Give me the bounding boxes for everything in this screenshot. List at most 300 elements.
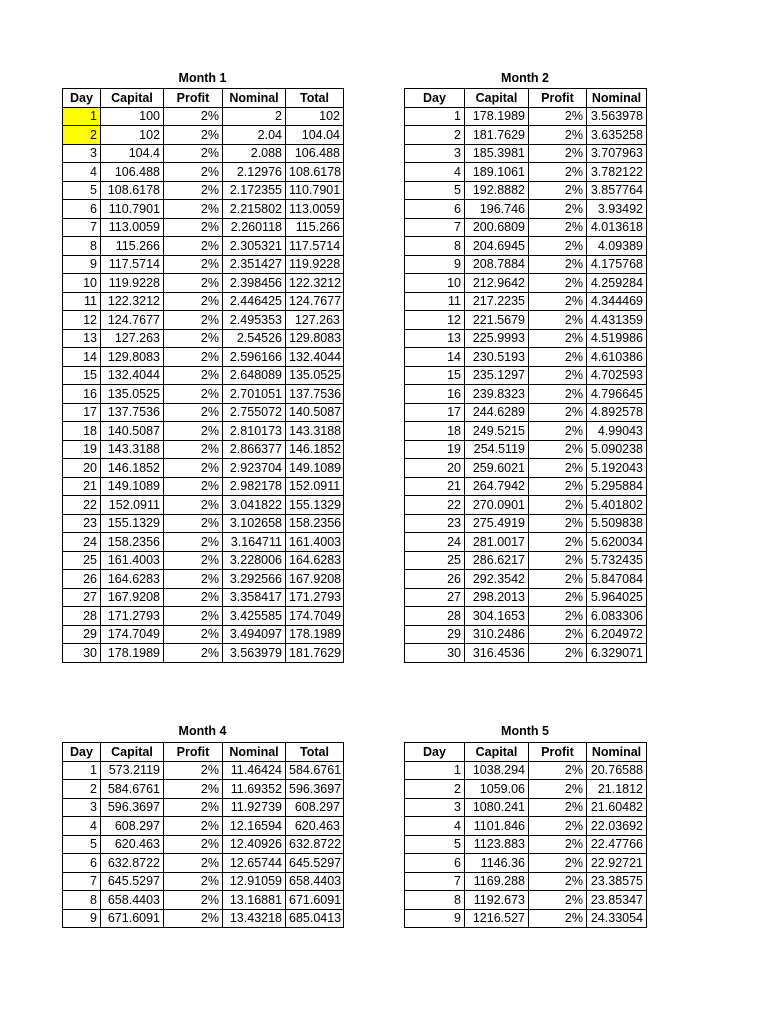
cell-nominal[interactable]: 3.041822 — [223, 496, 286, 515]
cell-capital[interactable]: 192.8882 — [465, 181, 529, 200]
cell-total[interactable]: 119.9228 — [286, 255, 344, 274]
cell-day[interactable]: 16 — [405, 385, 465, 404]
cell-nominal[interactable]: 4.610386 — [587, 348, 647, 367]
cell-nominal[interactable]: 5.192043 — [587, 459, 647, 478]
cell-day[interactable]: 13 — [405, 329, 465, 348]
cell-capital[interactable]: 143.3188 — [101, 440, 164, 459]
cell-capital[interactable]: 298.2013 — [465, 588, 529, 607]
cell-capital[interactable]: 110.7901 — [101, 200, 164, 219]
cell-profit[interactable]: 2% — [529, 644, 587, 663]
cell-profit[interactable]: 2% — [529, 163, 587, 182]
cell-total[interactable]: 152.0911 — [286, 477, 344, 496]
cell-nominal[interactable]: 3.563978 — [587, 107, 647, 126]
cell-capital[interactable]: 155.1329 — [101, 514, 164, 533]
cell-total[interactable]: 178.1989 — [286, 625, 344, 644]
cell-day[interactable]: 23 — [405, 514, 465, 533]
cell-capital[interactable]: 244.6289 — [465, 403, 529, 422]
cell-profit[interactable]: 2% — [164, 181, 223, 200]
cell-profit[interactable]: 2% — [164, 625, 223, 644]
cell-profit[interactable]: 2% — [529, 761, 587, 780]
cell-nominal[interactable]: 11.46424 — [223, 761, 286, 780]
cell-profit[interactable]: 2% — [164, 817, 223, 836]
cell-capital[interactable]: 620.463 — [101, 835, 164, 854]
cell-capital[interactable]: 212.9642 — [465, 274, 529, 293]
cell-capital[interactable]: 164.6283 — [101, 570, 164, 589]
cell-total[interactable]: 620.463 — [286, 817, 344, 836]
cell-day[interactable]: 9 — [405, 909, 465, 928]
cell-nominal[interactable]: 3.93492 — [587, 200, 647, 219]
cell-day[interactable]: 4 — [63, 163, 101, 182]
cell-day[interactable]: 23 — [63, 514, 101, 533]
cell-profit[interactable]: 2% — [529, 625, 587, 644]
cell-day[interactable]: 10 — [63, 274, 101, 293]
cell-profit[interactable]: 2% — [529, 909, 587, 928]
cell-nominal[interactable]: 2.351427 — [223, 255, 286, 274]
cell-day[interactable]: 28 — [63, 607, 101, 626]
cell-capital[interactable]: 178.1989 — [465, 107, 529, 126]
cell-day[interactable]: 4 — [405, 817, 465, 836]
cell-capital[interactable]: 264.7942 — [465, 477, 529, 496]
cell-nominal[interactable]: 2.04 — [223, 126, 286, 145]
cell-total[interactable]: 658.4403 — [286, 872, 344, 891]
cell-nominal[interactable]: 2 — [223, 107, 286, 126]
cell-day[interactable]: 10 — [405, 274, 465, 293]
cell-capital[interactable]: 117.5714 — [101, 255, 164, 274]
cell-capital[interactable]: 1123.883 — [465, 835, 529, 854]
cell-day[interactable]: 9 — [63, 255, 101, 274]
cell-total[interactable]: 110.7901 — [286, 181, 344, 200]
cell-capital[interactable]: 225.9993 — [465, 329, 529, 348]
cell-profit[interactable]: 2% — [529, 607, 587, 626]
cell-profit[interactable]: 2% — [529, 477, 587, 496]
cell-nominal[interactable]: 2.596166 — [223, 348, 286, 367]
cell-day[interactable]: 30 — [405, 644, 465, 663]
cell-day[interactable]: 19 — [405, 440, 465, 459]
cell-profit[interactable]: 2% — [164, 255, 223, 274]
cell-capital[interactable]: 185.3981 — [465, 144, 529, 163]
cell-profit[interactable]: 2% — [164, 570, 223, 589]
cell-nominal[interactable]: 2.446425 — [223, 292, 286, 311]
cell-profit[interactable]: 2% — [529, 422, 587, 441]
cell-day[interactable]: 17 — [405, 403, 465, 422]
cell-capital[interactable]: 124.7677 — [101, 311, 164, 330]
cell-capital[interactable]: 281.0017 — [465, 533, 529, 552]
cell-profit[interactable]: 2% — [164, 422, 223, 441]
cell-nominal[interactable]: 3.494097 — [223, 625, 286, 644]
cell-day[interactable]: 8 — [405, 237, 465, 256]
cell-capital[interactable]: 152.0911 — [101, 496, 164, 515]
cell-day[interactable]: 15 — [63, 366, 101, 385]
cell-capital[interactable]: 146.1852 — [101, 459, 164, 478]
cell-capital[interactable]: 1059.06 — [465, 780, 529, 799]
cell-capital[interactable]: 100 — [101, 107, 164, 126]
cell-day[interactable]: 22 — [63, 496, 101, 515]
cell-capital[interactable]: 230.5193 — [465, 348, 529, 367]
cell-profit[interactable]: 2% — [529, 403, 587, 422]
cell-profit[interactable]: 2% — [529, 588, 587, 607]
cell-capital[interactable]: 658.4403 — [101, 891, 164, 910]
cell-capital[interactable]: 115.266 — [101, 237, 164, 256]
cell-nominal[interactable]: 3.707963 — [587, 144, 647, 163]
cell-nominal[interactable]: 2.172355 — [223, 181, 286, 200]
cell-profit[interactable]: 2% — [164, 329, 223, 348]
cell-nominal[interactable]: 11.92739 — [223, 798, 286, 817]
cell-day[interactable]: 7 — [405, 218, 465, 237]
cell-day[interactable]: 24 — [405, 533, 465, 552]
cell-capital[interactable]: 174.7049 — [101, 625, 164, 644]
cell-profit[interactable]: 2% — [529, 274, 587, 293]
cell-capital[interactable]: 178.1989 — [101, 644, 164, 663]
cell-profit[interactable]: 2% — [164, 872, 223, 891]
cell-capital[interactable]: 249.5215 — [465, 422, 529, 441]
cell-capital[interactable]: 161.4003 — [101, 551, 164, 570]
cell-capital[interactable]: 204.6945 — [465, 237, 529, 256]
cell-nominal[interactable]: 3.857764 — [587, 181, 647, 200]
cell-total[interactable]: 671.6091 — [286, 891, 344, 910]
cell-profit[interactable]: 2% — [529, 348, 587, 367]
cell-day[interactable]: 13 — [63, 329, 101, 348]
cell-profit[interactable]: 2% — [164, 607, 223, 626]
cell-capital[interactable]: 104.4 — [101, 144, 164, 163]
cell-nominal[interactable]: 4.519986 — [587, 329, 647, 348]
cell-day[interactable]: 6 — [63, 200, 101, 219]
cell-profit[interactable]: 2% — [529, 891, 587, 910]
cell-day[interactable]: 28 — [405, 607, 465, 626]
cell-nominal[interactable]: 2.398456 — [223, 274, 286, 293]
cell-day[interactable]: 3 — [63, 798, 101, 817]
cell-nominal[interactable]: 3.102658 — [223, 514, 286, 533]
cell-day[interactable]: 29 — [405, 625, 465, 644]
cell-capital[interactable]: 113.0059 — [101, 218, 164, 237]
cell-profit[interactable]: 2% — [529, 496, 587, 515]
cell-day[interactable]: 18 — [405, 422, 465, 441]
cell-profit[interactable]: 2% — [164, 835, 223, 854]
cell-total[interactable]: 171.2793 — [286, 588, 344, 607]
cell-day[interactable]: 15 — [405, 366, 465, 385]
cell-total[interactable]: 117.5714 — [286, 237, 344, 256]
cell-nominal[interactable]: 12.16594 — [223, 817, 286, 836]
cell-day[interactable]: 3 — [405, 798, 465, 817]
cell-profit[interactable]: 2% — [164, 551, 223, 570]
cell-profit[interactable]: 2% — [164, 891, 223, 910]
cell-nominal[interactable]: 4.892578 — [587, 403, 647, 422]
cell-profit[interactable]: 2% — [164, 218, 223, 237]
cell-capital[interactable]: 149.1089 — [101, 477, 164, 496]
cell-nominal[interactable]: 2.54526 — [223, 329, 286, 348]
cell-nominal[interactable]: 2.305321 — [223, 237, 286, 256]
cell-nominal[interactable]: 5.620034 — [587, 533, 647, 552]
cell-profit[interactable]: 2% — [164, 533, 223, 552]
cell-day[interactable]: 1 — [63, 107, 101, 126]
cell-nominal[interactable]: 11.69352 — [223, 780, 286, 799]
cell-nominal[interactable]: 3.635258 — [587, 126, 647, 145]
cell-capital[interactable]: 286.6217 — [465, 551, 529, 570]
cell-nominal[interactable]: 12.65744 — [223, 854, 286, 873]
cell-profit[interactable]: 2% — [164, 514, 223, 533]
cell-day[interactable]: 16 — [63, 385, 101, 404]
cell-day[interactable]: 1 — [405, 761, 465, 780]
cell-day[interactable]: 6 — [405, 200, 465, 219]
cell-profit[interactable]: 2% — [529, 126, 587, 145]
cell-nominal[interactable]: 2.701051 — [223, 385, 286, 404]
cell-profit[interactable]: 2% — [529, 218, 587, 237]
cell-total[interactable]: 106.488 — [286, 144, 344, 163]
cell-day[interactable]: 4 — [63, 817, 101, 836]
cell-profit[interactable]: 2% — [164, 107, 223, 126]
cell-profit[interactable]: 2% — [164, 163, 223, 182]
cell-day[interactable]: 25 — [63, 551, 101, 570]
cell-nominal[interactable]: 22.03692 — [587, 817, 647, 836]
cell-day[interactable]: 19 — [63, 440, 101, 459]
cell-nominal[interactable]: 5.509838 — [587, 514, 647, 533]
cell-profit[interactable]: 2% — [529, 835, 587, 854]
cell-day[interactable]: 26 — [63, 570, 101, 589]
cell-day[interactable]: 29 — [63, 625, 101, 644]
cell-nominal[interactable]: 6.083306 — [587, 607, 647, 626]
cell-profit[interactable]: 2% — [529, 798, 587, 817]
cell-capital[interactable]: 608.297 — [101, 817, 164, 836]
cell-day[interactable]: 20 — [63, 459, 101, 478]
cell-nominal[interactable]: 6.204972 — [587, 625, 647, 644]
cell-day[interactable]: 9 — [63, 909, 101, 928]
cell-day[interactable]: 24 — [63, 533, 101, 552]
cell-total[interactable]: 146.1852 — [286, 440, 344, 459]
cell-day[interactable]: 7 — [63, 218, 101, 237]
cell-capital[interactable]: 671.6091 — [101, 909, 164, 928]
cell-capital[interactable]: 106.488 — [101, 163, 164, 182]
cell-capital[interactable]: 137.7536 — [101, 403, 164, 422]
cell-nominal[interactable]: 5.295884 — [587, 477, 647, 496]
cell-profit[interactable]: 2% — [529, 872, 587, 891]
cell-day[interactable]: 7 — [63, 872, 101, 891]
cell-profit[interactable]: 2% — [529, 459, 587, 478]
cell-total[interactable]: 113.0059 — [286, 200, 344, 219]
cell-day[interactable]: 5 — [405, 181, 465, 200]
cell-nominal[interactable]: 22.47766 — [587, 835, 647, 854]
cell-nominal[interactable]: 22.92721 — [587, 854, 647, 873]
cell-profit[interactable]: 2% — [529, 200, 587, 219]
cell-capital[interactable]: 127.263 — [101, 329, 164, 348]
cell-day[interactable]: 20 — [405, 459, 465, 478]
cell-profit[interactable]: 2% — [529, 366, 587, 385]
cell-profit[interactable]: 2% — [164, 126, 223, 145]
cell-capital[interactable]: 221.5679 — [465, 311, 529, 330]
cell-nominal[interactable]: 3.563979 — [223, 644, 286, 663]
cell-profit[interactable]: 2% — [529, 255, 587, 274]
cell-capital[interactable]: 181.7629 — [465, 126, 529, 145]
cell-profit[interactable]: 2% — [529, 329, 587, 348]
cell-day[interactable]: 5 — [63, 835, 101, 854]
cell-capital[interactable]: 573.2119 — [101, 761, 164, 780]
cell-capital[interactable]: 310.2486 — [465, 625, 529, 644]
cell-capital[interactable]: 304.1653 — [465, 607, 529, 626]
cell-total[interactable]: 149.1089 — [286, 459, 344, 478]
cell-profit[interactable]: 2% — [164, 854, 223, 873]
cell-capital[interactable]: 108.6178 — [101, 181, 164, 200]
cell-profit[interactable]: 2% — [164, 144, 223, 163]
cell-nominal[interactable]: 13.43218 — [223, 909, 286, 928]
cell-capital[interactable]: 1038.294 — [465, 761, 529, 780]
cell-day[interactable]: 2 — [405, 126, 465, 145]
cell-day[interactable]: 8 — [63, 891, 101, 910]
cell-capital[interactable]: 140.5087 — [101, 422, 164, 441]
cell-profit[interactable]: 2% — [164, 780, 223, 799]
cell-total[interactable]: 632.8722 — [286, 835, 344, 854]
cell-total[interactable]: 164.6283 — [286, 551, 344, 570]
cell-nominal[interactable]: 12.91059 — [223, 872, 286, 891]
cell-total[interactable]: 167.9208 — [286, 570, 344, 589]
cell-nominal[interactable]: 4.344469 — [587, 292, 647, 311]
cell-nominal[interactable]: 20.76588 — [587, 761, 647, 780]
cell-profit[interactable]: 2% — [529, 780, 587, 799]
cell-day[interactable]: 27 — [63, 588, 101, 607]
cell-nominal[interactable]: 2.810173 — [223, 422, 286, 441]
cell-nominal[interactable]: 5.090238 — [587, 440, 647, 459]
cell-day[interactable]: 5 — [63, 181, 101, 200]
cell-nominal[interactable]: 2.12976 — [223, 163, 286, 182]
cell-profit[interactable]: 2% — [164, 274, 223, 293]
cell-total[interactable]: 161.4003 — [286, 533, 344, 552]
cell-nominal[interactable]: 4.175768 — [587, 255, 647, 274]
cell-nominal[interactable]: 5.401802 — [587, 496, 647, 515]
cell-profit[interactable]: 2% — [164, 644, 223, 663]
cell-day[interactable]: 14 — [63, 348, 101, 367]
cell-day[interactable]: 2 — [405, 780, 465, 799]
cell-day[interactable]: 7 — [405, 872, 465, 891]
cell-profit[interactable]: 2% — [529, 440, 587, 459]
cell-nominal[interactable]: 2.755072 — [223, 403, 286, 422]
cell-capital[interactable]: 129.8083 — [101, 348, 164, 367]
cell-capital[interactable]: 102 — [101, 126, 164, 145]
cell-nominal[interactable]: 3.292566 — [223, 570, 286, 589]
cell-total[interactable]: 127.263 — [286, 311, 344, 330]
cell-profit[interactable]: 2% — [164, 348, 223, 367]
cell-nominal[interactable]: 12.40926 — [223, 835, 286, 854]
cell-profit[interactable]: 2% — [529, 144, 587, 163]
cell-capital[interactable]: 196.746 — [465, 200, 529, 219]
cell-capital[interactable]: 1101.846 — [465, 817, 529, 836]
cell-day[interactable]: 6 — [405, 854, 465, 873]
cell-profit[interactable]: 2% — [529, 551, 587, 570]
cell-day[interactable]: 8 — [405, 891, 465, 910]
cell-day[interactable]: 26 — [405, 570, 465, 589]
cell-total[interactable]: 108.6178 — [286, 163, 344, 182]
cell-total[interactable]: 645.5297 — [286, 854, 344, 873]
cell-profit[interactable]: 2% — [164, 496, 223, 515]
cell-nominal[interactable]: 2.923704 — [223, 459, 286, 478]
cell-profit[interactable]: 2% — [164, 366, 223, 385]
cell-capital[interactable]: 596.3697 — [101, 798, 164, 817]
cell-nominal[interactable]: 4.013618 — [587, 218, 647, 237]
cell-day[interactable]: 2 — [63, 126, 101, 145]
cell-nominal[interactable]: 4.796645 — [587, 385, 647, 404]
cell-day[interactable]: 5 — [405, 835, 465, 854]
cell-capital[interactable]: 158.2356 — [101, 533, 164, 552]
cell-profit[interactable]: 2% — [529, 854, 587, 873]
cell-day[interactable]: 21 — [63, 477, 101, 496]
cell-nominal[interactable]: 2.982178 — [223, 477, 286, 496]
cell-capital[interactable]: 119.9228 — [101, 274, 164, 293]
cell-profit[interactable]: 2% — [164, 237, 223, 256]
cell-total[interactable]: 135.0525 — [286, 366, 344, 385]
cell-day[interactable]: 17 — [63, 403, 101, 422]
cell-nominal[interactable]: 24.33054 — [587, 909, 647, 928]
cell-capital[interactable]: 292.3542 — [465, 570, 529, 589]
cell-capital[interactable]: 645.5297 — [101, 872, 164, 891]
cell-capital[interactable]: 208.7884 — [465, 255, 529, 274]
cell-profit[interactable]: 2% — [164, 588, 223, 607]
cell-capital[interactable]: 171.2793 — [101, 607, 164, 626]
cell-profit[interactable]: 2% — [529, 533, 587, 552]
cell-profit[interactable]: 2% — [164, 292, 223, 311]
cell-nominal[interactable]: 23.85347 — [587, 891, 647, 910]
cell-profit[interactable]: 2% — [164, 200, 223, 219]
cell-nominal[interactable]: 2.866377 — [223, 440, 286, 459]
cell-capital[interactable]: 1216.527 — [465, 909, 529, 928]
cell-profit[interactable]: 2% — [164, 403, 223, 422]
cell-profit[interactable]: 2% — [529, 514, 587, 533]
cell-nominal[interactable]: 5.732435 — [587, 551, 647, 570]
cell-day[interactable]: 8 — [63, 237, 101, 256]
cell-capital[interactable]: 200.6809 — [465, 218, 529, 237]
cell-total[interactable]: 122.3212 — [286, 274, 344, 293]
cell-total[interactable]: 132.4044 — [286, 348, 344, 367]
cell-capital[interactable]: 135.0525 — [101, 385, 164, 404]
cell-day[interactable]: 21 — [405, 477, 465, 496]
cell-capital[interactable]: 122.3212 — [101, 292, 164, 311]
cell-nominal[interactable]: 23.38575 — [587, 872, 647, 891]
cell-profit[interactable]: 2% — [529, 292, 587, 311]
cell-capital[interactable]: 217.2235 — [465, 292, 529, 311]
cell-profit[interactable]: 2% — [164, 798, 223, 817]
cell-nominal[interactable]: 21.60482 — [587, 798, 647, 817]
cell-profit[interactable]: 2% — [529, 237, 587, 256]
cell-day[interactable]: 4 — [405, 163, 465, 182]
cell-day[interactable]: 1 — [405, 107, 465, 126]
cell-nominal[interactable]: 6.329071 — [587, 644, 647, 663]
cell-nominal[interactable]: 3.228006 — [223, 551, 286, 570]
cell-profit[interactable]: 2% — [529, 181, 587, 200]
cell-profit[interactable]: 2% — [164, 761, 223, 780]
cell-profit[interactable]: 2% — [164, 440, 223, 459]
cell-profit[interactable]: 2% — [164, 477, 223, 496]
cell-day[interactable]: 1 — [63, 761, 101, 780]
cell-day[interactable]: 3 — [63, 144, 101, 163]
cell-capital[interactable]: 259.6021 — [465, 459, 529, 478]
cell-profit[interactable]: 2% — [164, 909, 223, 928]
cell-capital[interactable]: 239.8323 — [465, 385, 529, 404]
cell-capital[interactable]: 632.8722 — [101, 854, 164, 873]
cell-day[interactable]: 30 — [63, 644, 101, 663]
cell-capital[interactable]: 132.4044 — [101, 366, 164, 385]
cell-capital[interactable]: 235.1297 — [465, 366, 529, 385]
cell-profit[interactable]: 2% — [529, 570, 587, 589]
cell-day[interactable]: 6 — [63, 854, 101, 873]
cell-total[interactable]: 137.7536 — [286, 385, 344, 404]
cell-total[interactable]: 124.7677 — [286, 292, 344, 311]
cell-profit[interactable]: 2% — [529, 385, 587, 404]
cell-day[interactable]: 11 — [405, 292, 465, 311]
cell-nominal[interactable]: 4.259284 — [587, 274, 647, 293]
cell-profit[interactable]: 2% — [529, 311, 587, 330]
cell-total[interactable]: 608.297 — [286, 798, 344, 817]
cell-nominal[interactable]: 5.847084 — [587, 570, 647, 589]
cell-profit[interactable]: 2% — [164, 311, 223, 330]
cell-nominal[interactable]: 3.358417 — [223, 588, 286, 607]
cell-nominal[interactable]: 4.702593 — [587, 366, 647, 385]
cell-nominal[interactable]: 2.495353 — [223, 311, 286, 330]
cell-nominal[interactable]: 4.99043 — [587, 422, 647, 441]
